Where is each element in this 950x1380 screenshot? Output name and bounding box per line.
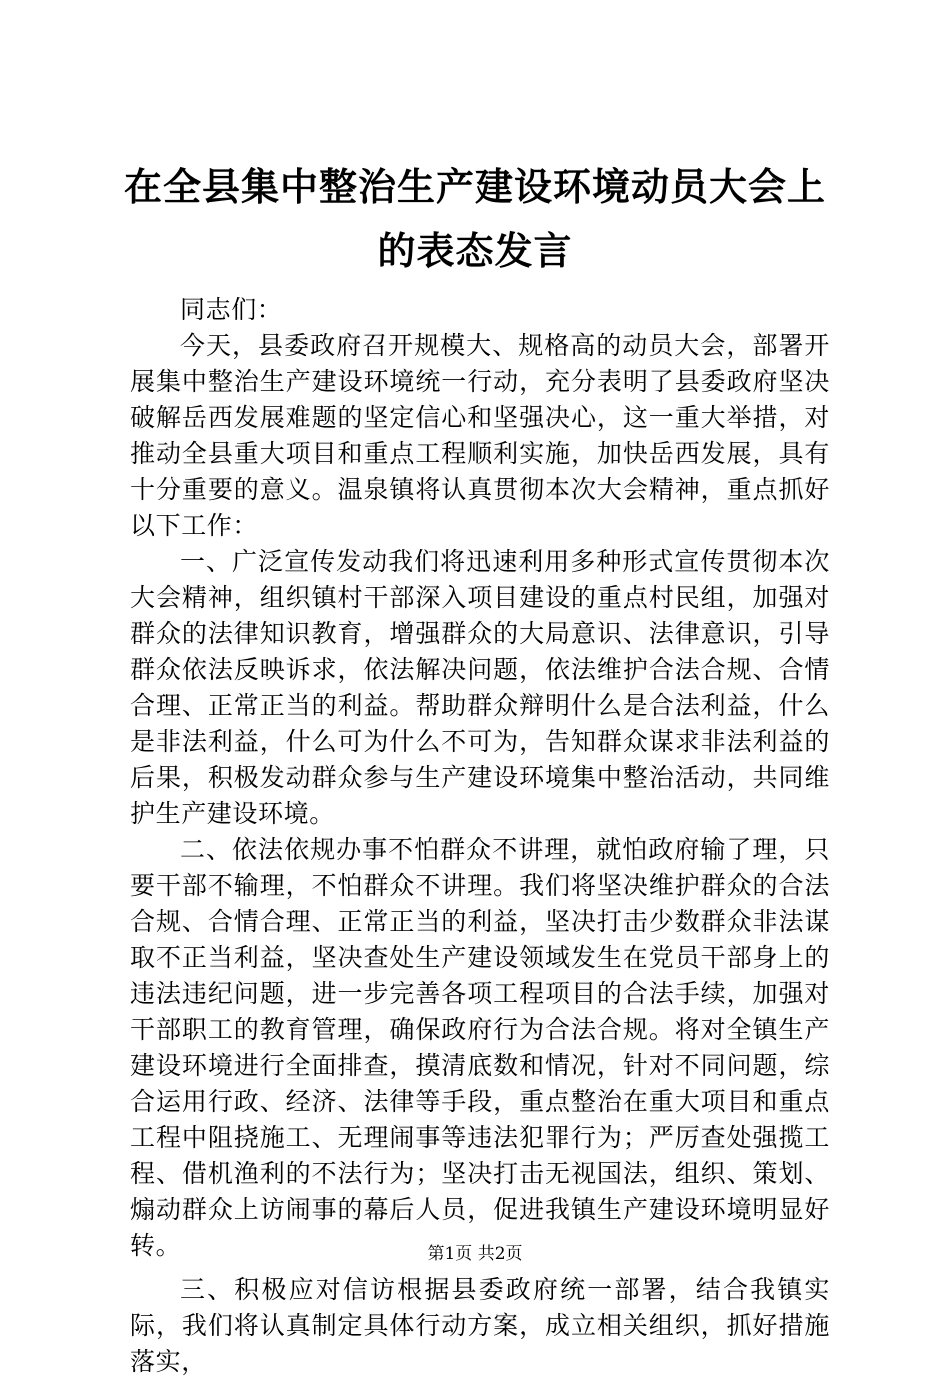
document-title: 在全县集中整治生产建设环境动员大会上的表态发言 (123, 164, 826, 273)
paragraph-section-3: 三、积极应对信访根据县委政府统一部署，结合我镇实际，我们将认真制定具体行动方案，成立相关组织，抓好措施落实， (130, 1275, 830, 1376)
document-body (130, 292, 830, 1380)
page-footer: 第1页 共2页 (427, 1244, 523, 1264)
salutation: 同志们： (180, 295, 283, 324)
paragraph-intro: 今天，县委政府召开规模大、规格高的动员大会，部署开展集中整治生产建设环境统一行动，充分表明了县委政府坚决破解岳西发展难题的坚定信心和坚强决心，这一重大举措，对推动全县重大项目和重点工程顺利实施，加快岳西发展，具有十分重要的意义。温泉镇将认真贯彻本次大会精神，重点抓好以下工作： (130, 331, 830, 540)
paragraph-section-2: 二、依法依规办事不怕群众不讲理，就怕政府输了理，只要干部不输理，不怕群众不讲理。我们将坚决维护群众的合法合规、合情合理、正常正当的利益，坚决打击少数群众非法谋取不正当利益，坚决查处生产建设领域发生在党员干部身上的违法违纪问题，进一步完善各项工程项目的合法手续，加强对干部职工的教育管理，确保政府行为合法合规。将对全镇生产建设环境进行全面排查，摸清底数和情况，针对不同问题，综合运用行政、经济、法律等手段，重点整治在重大项目和重点工程中阻挠施工、无理闹事等违法犯罪行为；严厉查处强揽工程、借机渔利的不法行为；坚决打击无视国法，组织、策划、煽动群众上访闹事的幕后人员，促进我镇生产建设环境明显好转。 (130, 835, 830, 1260)
paragraph-section-1: 一、广泛宣传发动我们将迅速利用多种形式宣传贯彻本次大会精神，组织镇村干部深入项目建设的重点村民组，加强对群众的法律知识教育，增强群众的大局意识、法律意识，引导群众依法反映诉求，依法解决问题，依法维护合法合规、合情合理、正常正当的利益。帮助群众辩明什么是合法利益，什么是非法利益，什么可为什么不可为，告知群众谋求非法利益的后果，积极发动群众参与生产建设环境集中整治活动，共同维护生产建设环境。 (130, 547, 830, 828)
